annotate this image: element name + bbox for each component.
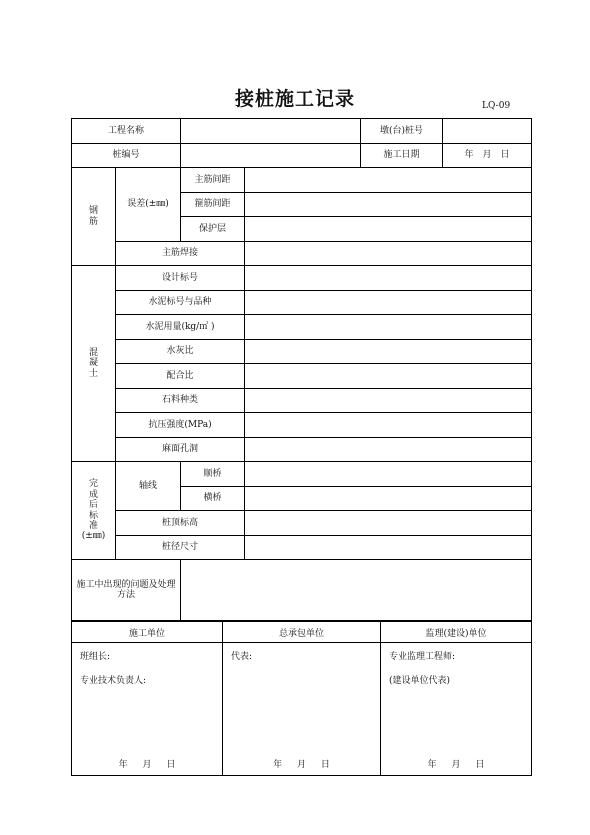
owner-representative-label: (建设单位代表) [389, 676, 451, 686]
pier-label: 墩(台)桩号 [361, 119, 443, 144]
row-concrete-1 [72, 290, 532, 315]
row-concrete-0 [72, 266, 532, 291]
team-leader-label: 班组长: [80, 652, 111, 662]
axis-label: 轴线 [116, 462, 181, 511]
rebar-group-label: 钢 筋 [72, 168, 116, 266]
longitudinal-field[interactable] [245, 462, 532, 487]
contractor-sign-area[interactable] [72, 643, 223, 776]
concrete-item-label: 水泥标号与品种 [116, 290, 245, 315]
diameter-field[interactable] [245, 535, 532, 560]
construction-date-value[interactable]: 年 月 日 [443, 143, 532, 168]
row-concrete-5 [72, 388, 532, 413]
main-spacing-label: 主筋间距 [181, 168, 245, 193]
signature-header-row [72, 622, 532, 643]
diameter-label: 桩径尺寸 [116, 535, 245, 560]
concrete-group-label: 混 凝 土 [72, 266, 116, 462]
concrete-item-label: 抗压强度(MPa) [116, 413, 245, 438]
pile-no-label: 桩编号 [72, 143, 181, 168]
supervisor-sign-area[interactable] [381, 643, 532, 776]
concrete-item-field[interactable] [245, 437, 532, 462]
representative-label: 代表: [231, 652, 253, 662]
top-elevation-field[interactable] [245, 511, 532, 536]
stirrup-spacing-label: 箍筋间距 [181, 192, 245, 217]
transverse-label: 横桥 [181, 486, 245, 511]
general-contractor-date: 年 月 日 [273, 760, 330, 770]
concrete-item-label: 设计标号 [116, 266, 245, 291]
row-top-elevation [72, 511, 532, 536]
row-pile-no [72, 143, 532, 168]
main-spacing-field[interactable] [245, 168, 532, 193]
issues-label: 施工中出现的问题及处理方法 [72, 560, 181, 621]
supervising-engineer-label: 专业监理工程师: [389, 652, 456, 662]
project-name-field[interactable] [181, 119, 361, 144]
row-concrete-2 [72, 315, 532, 340]
row-concrete-4 [72, 364, 532, 389]
pile-no-field[interactable] [181, 143, 361, 168]
supervisor-title: 监理(建设)单位 [381, 622, 532, 643]
completion-group-label: 完 成 后 标 准 (±㎜) [72, 462, 116, 560]
pier-field[interactable] [443, 119, 532, 144]
row-issues [72, 560, 532, 621]
project-name-label: 工程名称 [72, 119, 181, 144]
concrete-item-label: 水泥用量(kg/㎡ ) [116, 315, 245, 340]
issues-field[interactable] [181, 560, 532, 621]
tolerance-label: 误差(±㎜) [116, 168, 181, 242]
cover-label: 保护层 [181, 217, 245, 242]
concrete-item-label: 石料种类 [116, 388, 245, 413]
row-concrete-6 [72, 413, 532, 438]
signature-table [71, 621, 532, 776]
general-contractor-sign-area[interactable] [223, 643, 381, 776]
general-contractor-title: 总承包单位 [223, 622, 381, 643]
row-concrete-7 [72, 437, 532, 462]
contractor-title: 施工单位 [72, 622, 223, 643]
page-title: 接桩施工记录 [234, 88, 355, 110]
document-code: LQ-09 [482, 101, 511, 111]
concrete-item-field[interactable] [245, 388, 532, 413]
row-diameter [72, 535, 532, 560]
construction-date-label: 施工日期 [361, 143, 443, 168]
concrete-item-label: 水灰比 [116, 339, 245, 364]
row-concrete-3 [72, 339, 532, 364]
row-longitudinal [72, 462, 532, 487]
tech-lead-label: 专业技术负责人: [80, 676, 147, 686]
row-main-weld [72, 241, 532, 266]
main-weld-label: 主筋焊接 [116, 241, 245, 266]
longitudinal-label: 顺桥 [181, 462, 245, 487]
concrete-item-label: 麻面孔洞 [116, 437, 245, 462]
record-grid [71, 118, 532, 621]
concrete-item-field[interactable] [245, 413, 532, 438]
concrete-item-field[interactable] [245, 266, 532, 291]
concrete-item-field[interactable] [245, 364, 532, 389]
transverse-field[interactable] [245, 486, 532, 511]
top-elevation-label: 桩顶标高 [116, 511, 245, 536]
concrete-item-field[interactable] [245, 339, 532, 364]
concrete-item-label: 配合比 [116, 364, 245, 389]
main-weld-field[interactable] [245, 241, 532, 266]
supervisor-date: 年 月 日 [427, 760, 485, 770]
row-main-spacing [72, 168, 532, 193]
signature-body-row [72, 643, 532, 776]
concrete-item-field[interactable] [245, 315, 532, 340]
stirrup-spacing-field[interactable] [245, 192, 532, 217]
row-project [72, 119, 532, 144]
contractor-date: 年 月 日 [118, 760, 176, 770]
cover-field[interactable] [245, 217, 532, 242]
concrete-item-field[interactable] [245, 290, 532, 315]
